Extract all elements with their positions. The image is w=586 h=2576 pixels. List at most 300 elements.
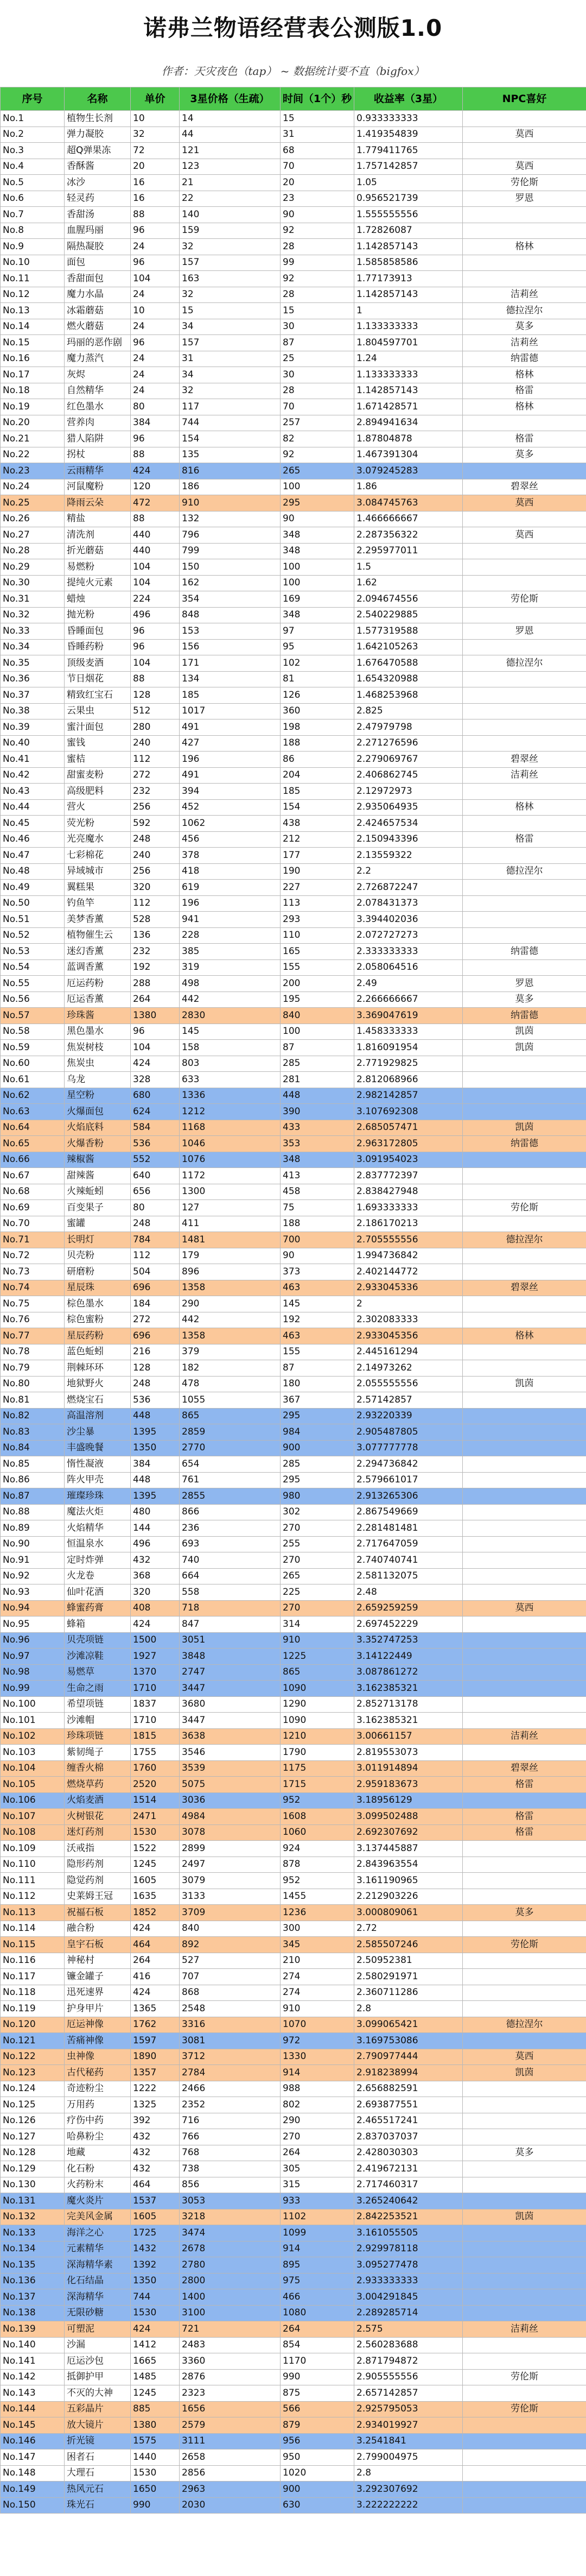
cell-rate: 2.905555556 — [354, 2369, 463, 2385]
table-row — [1, 1056, 586, 1072]
cell-no: No.100 — [1, 1696, 65, 1713]
cell-no: No.38 — [1, 703, 65, 719]
cell-no: No.74 — [1, 1280, 65, 1296]
cell-name: 贝壳粉 — [65, 1248, 131, 1264]
cell-price: 1635 — [131, 1889, 180, 1905]
cell-npc — [463, 1649, 586, 1665]
cell-price: 440 — [131, 543, 180, 559]
cell-no: No.35 — [1, 655, 65, 672]
cell-price: 1605 — [131, 1873, 180, 1889]
cell-t3: 2899 — [180, 1841, 281, 1857]
cell-npc: 德拉涅尔 — [463, 655, 586, 672]
cell-price: 424 — [131, 1617, 180, 1633]
cell-name: 提纯火元素 — [65, 575, 131, 591]
cell-no: No.87 — [1, 1488, 65, 1505]
cell-npc — [463, 255, 586, 271]
cell-name: 甜辣酱 — [65, 1168, 131, 1184]
cell-t3: 558 — [180, 1584, 281, 1601]
cell-npc: 纳雷德 — [463, 1136, 586, 1152]
cell-rate: 3.099065421 — [354, 2017, 463, 2033]
cell-npc — [463, 1488, 586, 1505]
cell-name: 易燃草 — [65, 1664, 131, 1681]
cell-time: 293 — [281, 912, 354, 928]
table-row — [1, 1360, 586, 1377]
cell-time: 1330 — [281, 2049, 354, 2065]
cell-no: No.50 — [1, 895, 65, 912]
table-row — [1, 1488, 586, 1505]
cell-npc — [463, 2097, 586, 2113]
cell-price: 272 — [131, 1312, 180, 1328]
cell-time: 30 — [281, 319, 354, 335]
table-row — [1, 303, 586, 319]
cell-t3: 2780 — [180, 2257, 281, 2274]
cell-no: No.2 — [1, 127, 65, 143]
table-row — [1, 495, 586, 512]
cell-price: 232 — [131, 944, 180, 960]
cell-npc — [463, 671, 586, 687]
cell-time: 300 — [281, 1921, 354, 1937]
cell-rate: 2.656882591 — [354, 2081, 463, 2097]
cell-price: 16 — [131, 191, 180, 207]
cell-npc: 罗恩 — [463, 191, 586, 207]
cell-no: No.30 — [1, 575, 65, 591]
cell-no: No.118 — [1, 1985, 65, 2001]
cell-price: 2520 — [131, 1777, 180, 1793]
cell-rate: 2.905487805 — [354, 1424, 463, 1441]
cell-t3: 354 — [180, 591, 281, 608]
table-row — [1, 1985, 586, 2001]
table-row — [1, 1584, 586, 1601]
cell-time: 86 — [281, 752, 354, 768]
cell-price: 104 — [131, 1040, 180, 1056]
cell-price: 1350 — [131, 1440, 180, 1456]
cell-rate: 2.929978118 — [354, 2241, 463, 2257]
table-row — [1, 1408, 586, 1424]
col-header-time: 时间（1个）秒 — [281, 87, 354, 111]
cell-price: 1245 — [131, 1857, 180, 1873]
cell-no: No.108 — [1, 1824, 65, 1841]
table-row — [1, 639, 586, 655]
cell-time: 1290 — [281, 1696, 354, 1713]
cell-t3: 411 — [180, 1216, 281, 1232]
cell-t3: 3447 — [180, 1681, 281, 1697]
cell-t3: 2784 — [180, 2065, 281, 2081]
cell-npc: 格雷 — [463, 431, 586, 447]
cell-time: 802 — [281, 2097, 354, 2113]
table-row — [1, 1600, 586, 1617]
cell-price: 16 — [131, 175, 180, 191]
cell-t3: 718 — [180, 1600, 281, 1617]
cell-no: No.99 — [1, 1681, 65, 1697]
cell-t3: 1656 — [180, 2401, 281, 2417]
cell-name: 荆棘环环 — [65, 1360, 131, 1377]
cell-t3: 385 — [180, 944, 281, 960]
cell-time: 295 — [281, 495, 354, 512]
cell-time: 188 — [281, 735, 354, 752]
cell-time: 188 — [281, 1216, 354, 1232]
cell-time: 70 — [281, 399, 354, 415]
cell-t3: 3111 — [180, 2433, 281, 2449]
cell-name: 棕色墨水 — [65, 1296, 131, 1312]
cell-npc: 格林 — [463, 367, 586, 383]
cell-price: 640 — [131, 1168, 180, 1184]
cell-npc — [463, 1344, 586, 1360]
cell-price: 744 — [131, 2289, 180, 2306]
cell-no: No.16 — [1, 351, 65, 367]
cell-price: 88 — [131, 207, 180, 223]
cell-npc — [463, 1248, 586, 1264]
cell-npc — [463, 1873, 586, 1889]
cell-npc: 格雷 — [463, 1809, 586, 1825]
cell-time: 113 — [281, 895, 354, 912]
cell-name: 元素精华 — [65, 2241, 131, 2257]
cell-rate: 2.693877551 — [354, 2097, 463, 2113]
cell-t3: 856 — [180, 2177, 281, 2193]
cell-t3: 2579 — [180, 2417, 281, 2434]
cell-no: No.61 — [1, 1072, 65, 1088]
cell-rate: 1 — [354, 303, 463, 319]
cell-npc — [463, 2465, 586, 2482]
cell-name: 蜂蜜药膏 — [65, 1600, 131, 1617]
cell-t3: 1046 — [180, 1136, 281, 1152]
cell-rate: 1.458333333 — [354, 1024, 463, 1040]
cell-price: 1725 — [131, 2225, 180, 2242]
table-row — [1, 2385, 586, 2402]
cell-no: No.40 — [1, 735, 65, 752]
cell-npc — [463, 511, 586, 527]
cell-no: No.91 — [1, 1552, 65, 1569]
cell-name: 自然精华 — [65, 383, 131, 399]
cell-price: 448 — [131, 1472, 180, 1488]
cell-no: No.31 — [1, 591, 65, 608]
cell-npc — [463, 463, 586, 479]
cell-rate: 1.585858586 — [354, 255, 463, 271]
cell-price: 432 — [131, 2161, 180, 2177]
cell-t3: 2030 — [180, 2497, 281, 2514]
cell-price: 136 — [131, 927, 180, 944]
cell-t3: 707 — [180, 1969, 281, 1985]
cell-t3: 816 — [180, 463, 281, 479]
cell-price: 80 — [131, 399, 180, 415]
cell-name: 深海精华素 — [65, 2257, 131, 2274]
cell-price: 368 — [131, 1568, 180, 1584]
cell-no: No.71 — [1, 1232, 65, 1248]
cell-npc — [463, 1296, 586, 1312]
cell-name: 植物催生云 — [65, 927, 131, 944]
cell-rate: 2.963172805 — [354, 1136, 463, 1152]
cell-npc: 格雷 — [463, 1824, 586, 1841]
table-row — [1, 383, 586, 399]
cell-price: 328 — [131, 1072, 180, 1088]
cell-price: 120 — [131, 479, 180, 495]
cell-rate: 2.837772397 — [354, 1168, 463, 1184]
page-title: 诺弗兰物语经营表公测版1.0 — [143, 15, 443, 41]
table-row — [1, 2482, 586, 2498]
cell-name: 虫神像 — [65, 2049, 131, 2065]
cell-npc — [463, 816, 586, 832]
cell-time: 566 — [281, 2401, 354, 2417]
cell-npc: 劳伦斯 — [463, 2369, 586, 2385]
cell-price: 24 — [131, 351, 180, 367]
cell-no: No.95 — [1, 1617, 65, 1633]
cell-time: 169 — [281, 591, 354, 608]
cell-time: 270 — [281, 1552, 354, 1569]
table-row — [1, 2337, 586, 2353]
cell-price: 464 — [131, 1937, 180, 1953]
cell-time: 438 — [281, 816, 354, 832]
cell-name: 长明灯 — [65, 1232, 131, 1248]
cell-npc — [463, 1985, 586, 2001]
cell-price: 1530 — [131, 2465, 180, 2482]
cell-name: 顶级麦酒 — [65, 655, 131, 672]
cell-no: No.64 — [1, 1120, 65, 1136]
table-row — [1, 831, 586, 848]
table-row — [1, 2497, 586, 2514]
table-row — [1, 735, 586, 752]
cell-no: No.4 — [1, 159, 65, 175]
cell-name: 蜜汁面包 — [65, 719, 131, 736]
cell-time: 1060 — [281, 1824, 354, 1841]
cell-price: 552 — [131, 1152, 180, 1168]
cell-name: 抵御护甲 — [65, 2369, 131, 2385]
table-row — [1, 927, 586, 944]
cell-npc: 洁莉丝 — [463, 1728, 586, 1745]
cell-rate: 2.659259259 — [354, 1600, 463, 1617]
cell-price: 424 — [131, 2321, 180, 2338]
cell-time: 980 — [281, 1488, 354, 1505]
cell-t3: 156 — [180, 639, 281, 655]
cell-npc — [463, 111, 586, 127]
cell-t3: 2859 — [180, 1424, 281, 1441]
cell-rate: 3.292307692 — [354, 2482, 463, 2498]
cell-npc — [463, 1713, 586, 1729]
cell-time: 840 — [281, 1008, 354, 1024]
cell-rate: 2.575 — [354, 2321, 463, 2338]
cell-npc: 德拉涅尔 — [463, 2017, 586, 2033]
cell-npc — [463, 1520, 586, 1537]
cell-npc — [463, 703, 586, 719]
cell-no: No.17 — [1, 367, 65, 383]
cell-name: 拐杖 — [65, 447, 131, 463]
cell-t3: 3051 — [180, 1632, 281, 1649]
cell-name: 热风元石 — [65, 2482, 131, 2498]
cell-time: 875 — [281, 2385, 354, 2402]
cell-no: No.76 — [1, 1312, 65, 1328]
cell-rate: 3.087861272 — [354, 1664, 463, 1681]
cell-price: 1440 — [131, 2449, 180, 2466]
cell-npc — [463, 1184, 586, 1200]
cell-rate: 3.000809061 — [354, 1905, 463, 1921]
cell-npc — [463, 2241, 586, 2257]
table-row — [1, 287, 586, 303]
cell-time: 126 — [281, 687, 354, 704]
cell-rate: 3.162385321 — [354, 1713, 463, 1729]
table-row — [1, 2273, 586, 2289]
cell-rate: 2.585507246 — [354, 1937, 463, 1953]
cell-npc — [463, 1360, 586, 1377]
cell-rate: 2.094674556 — [354, 591, 463, 608]
cell-no: No.130 — [1, 2177, 65, 2193]
table-row — [1, 2369, 586, 2385]
cell-name: 玛丽的恶作剧 — [65, 335, 131, 351]
cell-t3: 15 — [180, 303, 281, 319]
cell-no: No.86 — [1, 1472, 65, 1488]
table-row — [1, 671, 586, 687]
cell-time: 25 — [281, 351, 354, 367]
table-row — [1, 1296, 586, 1312]
cell-price: 990 — [131, 2497, 180, 2514]
cell-price: 1395 — [131, 1424, 180, 1441]
cell-price: 20 — [131, 159, 180, 175]
table-row — [1, 687, 586, 704]
cell-no: No.84 — [1, 1440, 65, 1456]
cell-name: 疗伤中药 — [65, 2113, 131, 2129]
cell-no: No.112 — [1, 1889, 65, 1905]
cell-name: 七彩棉花 — [65, 848, 131, 864]
cell-name: 蜜钱 — [65, 735, 131, 752]
cell-t3: 847 — [180, 1617, 281, 1633]
cell-rate: 2.072727273 — [354, 927, 463, 944]
cell-price: 96 — [131, 639, 180, 655]
cell-rate: 2.871794872 — [354, 2353, 463, 2370]
cell-rate: 1.693333333 — [354, 1200, 463, 1216]
cell-npc — [463, 607, 586, 623]
cell-time: 463 — [281, 1328, 354, 1344]
cell-npc — [463, 2081, 586, 2097]
cell-price: 32 — [131, 127, 180, 143]
cell-t3: 664 — [180, 1568, 281, 1584]
cell-t3: 896 — [180, 1264, 281, 1280]
cell-price: 656 — [131, 1184, 180, 1200]
cell-npc — [463, 735, 586, 752]
cell-name: 惰性凝液 — [65, 1456, 131, 1473]
cell-rate: 1.676470588 — [354, 655, 463, 672]
cell-time: 1455 — [281, 1889, 354, 1905]
cell-time: 448 — [281, 1088, 354, 1104]
cell-no: No.90 — [1, 1536, 65, 1552]
cell-no: No.105 — [1, 1777, 65, 1793]
cell-price: 216 — [131, 1344, 180, 1360]
cell-no: No.6 — [1, 191, 65, 207]
cell-npc — [463, 1552, 586, 1569]
table-row — [1, 752, 586, 768]
cell-npc — [463, 2193, 586, 2209]
cell-t3: 3316 — [180, 2017, 281, 2033]
cell-npc — [463, 639, 586, 655]
cell-t3: 527 — [180, 1953, 281, 1969]
cell-price: 88 — [131, 671, 180, 687]
cell-t3: 196 — [180, 752, 281, 768]
cell-no: No.144 — [1, 2401, 65, 2417]
cell-no: No.135 — [1, 2257, 65, 2274]
table-row — [1, 848, 586, 864]
cell-npc — [463, 2225, 586, 2242]
cell-no: No.104 — [1, 1760, 65, 1777]
cell-no: No.124 — [1, 2081, 65, 2097]
cell-npc — [463, 2337, 586, 2353]
cell-price: 424 — [131, 463, 180, 479]
cell-time: 700 — [281, 1232, 354, 1248]
cell-npc: 德拉涅尔 — [463, 1232, 586, 1248]
cell-name: 丰盛晚餐 — [65, 1440, 131, 1456]
table-row — [1, 2001, 586, 2017]
cell-price: 232 — [131, 784, 180, 800]
cell-price: 1514 — [131, 1792, 180, 1809]
cell-name: 无限砂糖 — [65, 2305, 131, 2321]
cell-no: No.11 — [1, 271, 65, 287]
cell-name: 高级肥料 — [65, 784, 131, 800]
cell-rate: 2.705555556 — [354, 1232, 463, 1248]
cell-price: 424 — [131, 1921, 180, 1937]
cell-no: No.13 — [1, 303, 65, 319]
cell-time: 28 — [281, 287, 354, 303]
cell-npc: 劳伦斯 — [463, 1200, 586, 1216]
cell-t3: 418 — [180, 863, 281, 880]
cell-rate: 2.894941634 — [354, 415, 463, 431]
cell-no: No.85 — [1, 1456, 65, 1473]
cell-time: 257 — [281, 415, 354, 431]
cell-name: 面包 — [65, 255, 131, 271]
cell-price: 80 — [131, 1200, 180, 1216]
cell-no: No.10 — [1, 255, 65, 271]
cell-no: No.77 — [1, 1328, 65, 1344]
cell-t3: 3709 — [180, 1905, 281, 1921]
table-row — [1, 415, 586, 431]
cell-t3: 1017 — [180, 703, 281, 719]
cell-no: No.60 — [1, 1056, 65, 1072]
cell-npc: 洁莉丝 — [463, 335, 586, 351]
table-row — [1, 127, 586, 143]
cell-time: 314 — [281, 1617, 354, 1633]
cell-time: 155 — [281, 959, 354, 976]
cell-time: 75 — [281, 1200, 354, 1216]
cell-t3: 163 — [180, 271, 281, 287]
cell-npc — [463, 1424, 586, 1441]
cell-t3: 22 — [180, 191, 281, 207]
cell-no: No.92 — [1, 1568, 65, 1584]
cell-t3: 766 — [180, 2129, 281, 2145]
cell-rate: 2.918238994 — [354, 2065, 463, 2081]
cell-npc — [463, 1152, 586, 1168]
table-row — [1, 143, 586, 159]
cell-price: 1665 — [131, 2353, 180, 2370]
cell-no: No.65 — [1, 1136, 65, 1152]
cell-time: 92 — [281, 271, 354, 287]
cell-time: 914 — [281, 2065, 354, 2081]
cell-time: 360 — [281, 703, 354, 719]
cell-name: 昏睡药粉 — [65, 639, 131, 655]
cell-time: 630 — [281, 2497, 354, 2514]
cell-no: No.101 — [1, 1713, 65, 1729]
cell-price: 528 — [131, 912, 180, 928]
cell-time: 373 — [281, 1264, 354, 1280]
cell-no: No.34 — [1, 639, 65, 655]
cell-rate: 2.150943396 — [354, 831, 463, 848]
cell-npc: 凯茵 — [463, 1040, 586, 1056]
cell-price: 480 — [131, 1504, 180, 1520]
cell-name: 乌龙 — [65, 1072, 131, 1088]
cell-no: No.58 — [1, 1024, 65, 1040]
cell-price: 104 — [131, 655, 180, 672]
cell-price: 584 — [131, 1120, 180, 1136]
cell-name: 希望项链 — [65, 1696, 131, 1713]
cell-t3: 1481 — [180, 1232, 281, 1248]
table-row — [1, 399, 586, 415]
cell-name: 恒温泉水 — [65, 1536, 131, 1552]
cell-no: No.59 — [1, 1040, 65, 1056]
cell-npc — [463, 1456, 586, 1473]
cell-price: 885 — [131, 2401, 180, 2417]
